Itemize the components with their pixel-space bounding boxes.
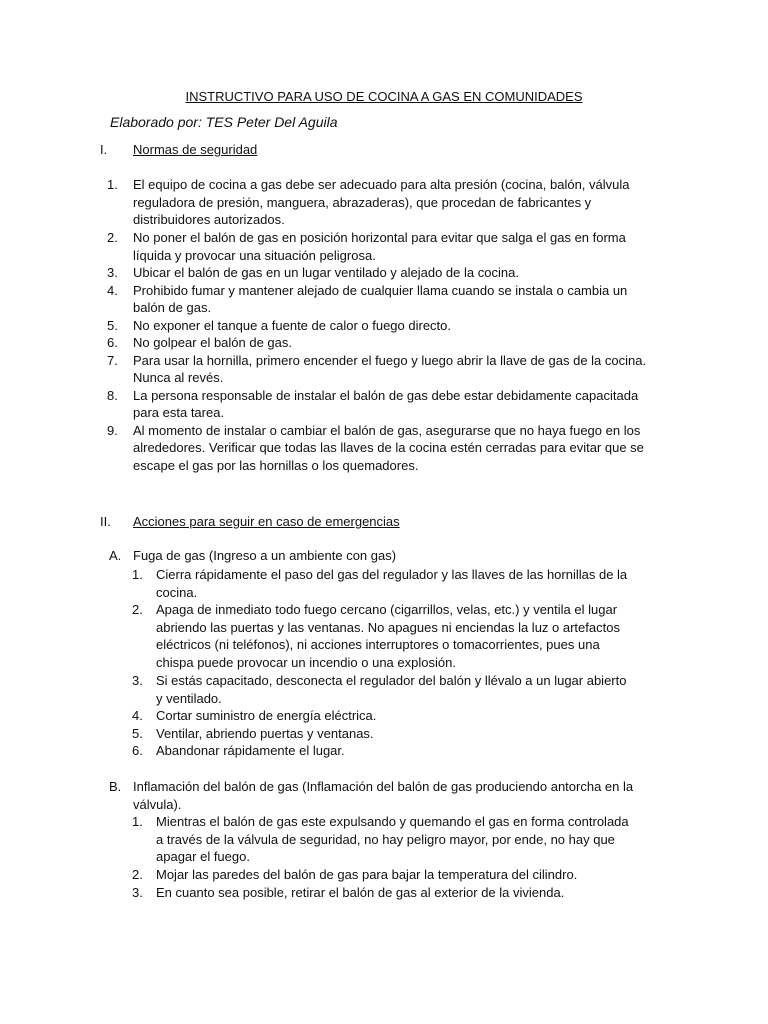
list-item — [107, 422, 653, 475]
section-number: II. — [100, 514, 111, 529]
document-title: INSTRUCTIVO PARA USO DE COCINA A GAS EN COMUNIDADES — [185, 89, 583, 104]
safety-rules-list — [107, 176, 653, 475]
item-number: 3. — [132, 673, 143, 688]
list-item — [132, 884, 632, 902]
item-number: 3. — [132, 884, 143, 900]
item-number: 2. — [132, 602, 143, 617]
item-number: 2. — [107, 230, 118, 245]
list-item — [132, 866, 632, 884]
item-text: En cuanto sea posible, retirar el balón de gas al exterior de la vivienda. — [156, 884, 565, 900]
list-item — [132, 813, 632, 866]
item-number: 5. — [132, 725, 143, 741]
item-number: 2. — [132, 867, 143, 882]
list-item — [107, 352, 653, 387]
item-number: 6. — [107, 335, 118, 350]
subsection-letter: A. — [109, 548, 122, 563]
item-text: Ventilar, abriendo puertas y ventanas. — [156, 725, 374, 741]
item-text: El equipo de cocina a gas debe ser adecuado para alta presión (cocina, balón, válvula reguladora de presión, manguera, abrazaderas), que procedan de fabricantes y distribuidores autorizados. — [133, 177, 630, 227]
document-author: Elaborado por: TES Peter Del Aguila — [110, 114, 338, 130]
list-item — [107, 282, 653, 317]
item-text: Prohibido fumar y mantener alejado de cualquier llama cuando se instala o cambia un balón de gas. — [133, 282, 628, 315]
subsection-title: Fuga de gas (Ingreso a un ambiente con gas) — [133, 548, 397, 563]
item-text: Al momento de instalar o cambiar el balón de gas, asegurarse que no haya fuego en los alrededores. Verificar que todas las llaves de la cocina estén cerradas para evitar que se escape el gas por las hornillas o los quemadores. — [133, 422, 644, 473]
item-text: Ubicar el balón de gas en un lugar ventilado y alejado de la cocina. — [133, 265, 519, 280]
list-item — [132, 707, 632, 725]
item-text: Abandonar rápidamente el lugar. — [156, 743, 345, 758]
item-number: 7. — [107, 352, 118, 368]
section-title: Normas de seguridad — [133, 142, 258, 157]
subsection-letter: B. — [109, 779, 122, 794]
list-item — [132, 601, 632, 672]
item-number: 1. — [132, 814, 143, 829]
item-text: Mientras el balón de gas este expulsando y quemando el gas en forma controlada a través de la válvula de seguridad, no hay peligro mayor, por ende, no hay que apagar el fuego. — [156, 814, 629, 864]
section-number: I. — [100, 142, 108, 157]
item-number: 4. — [107, 282, 118, 298]
list-item — [107, 317, 653, 335]
list-item — [132, 566, 632, 601]
tank-fire-steps-list — [132, 813, 632, 901]
list-item — [107, 229, 653, 264]
item-text: No golpear el balón de gas. — [133, 335, 293, 350]
item-text: Para usar la hornilla, primero encender el fuego y luego abrir la llave de gas de la cocina. Nunca al revés. — [133, 352, 647, 385]
subsection-heading — [109, 778, 653, 813]
item-number: 1. — [132, 567, 143, 582]
item-text: Mojar las paredes del balón de gas para bajar la temperatura del cilindro. — [156, 867, 578, 882]
section-title: Acciones para seguir en caso de emergencias — [133, 514, 400, 529]
list-item — [107, 387, 653, 422]
list-item — [132, 742, 632, 760]
item-text: Cortar suministro de energía eléctrica. — [156, 708, 377, 723]
subsection-title: Inflamación del balón de gas (Inflamación del balón de gas produciendo antorcha en la válvula). — [133, 779, 634, 812]
item-text: Cierra rápidamente el paso del gas del regulador y las llaves de las hornillas de la cocina. — [156, 567, 628, 600]
item-text: La persona responsable de instalar el balón de gas debe estar debidamente capacitada para esta tarea. — [133, 387, 639, 420]
gas-leak-steps-list — [132, 566, 632, 760]
list-item — [107, 334, 653, 352]
list-item — [107, 264, 653, 282]
item-text: No exponer el tanque a fuente de calor o fuego directo. — [133, 317, 451, 333]
item-number: 8. — [107, 387, 118, 403]
item-text: No poner el balón de gas en posición horizontal para evitar que salga el gas en forma líquida y provocar una situación peligrosa. — [133, 230, 626, 263]
item-number: 4. — [132, 708, 143, 723]
item-text: Apaga de inmediato todo fuego cercano (cigarrillos, velas, etc.) y ventila el lugar abriendo las puertas y las ventanas. No apagues ni enciendas la luz o artefactos eléctricos (ni teléfonos), ni acciones interruptores o tomacorrientes, pues una chispa puede provocar un incendio o una explosión. — [156, 602, 620, 670]
list-item — [132, 725, 632, 743]
item-number: 1. — [107, 177, 118, 192]
list-item — [132, 672, 632, 707]
item-number: 9. — [107, 422, 118, 438]
item-number: 3. — [107, 265, 118, 280]
item-number: 5. — [107, 317, 118, 333]
item-number: 6. — [132, 743, 143, 758]
list-item — [107, 176, 653, 229]
item-text: Si estás capacitado, desconecta el regulador del balón y llévalo a un lugar abierto y ventilado. — [156, 673, 627, 706]
subsection-heading — [109, 547, 653, 565]
